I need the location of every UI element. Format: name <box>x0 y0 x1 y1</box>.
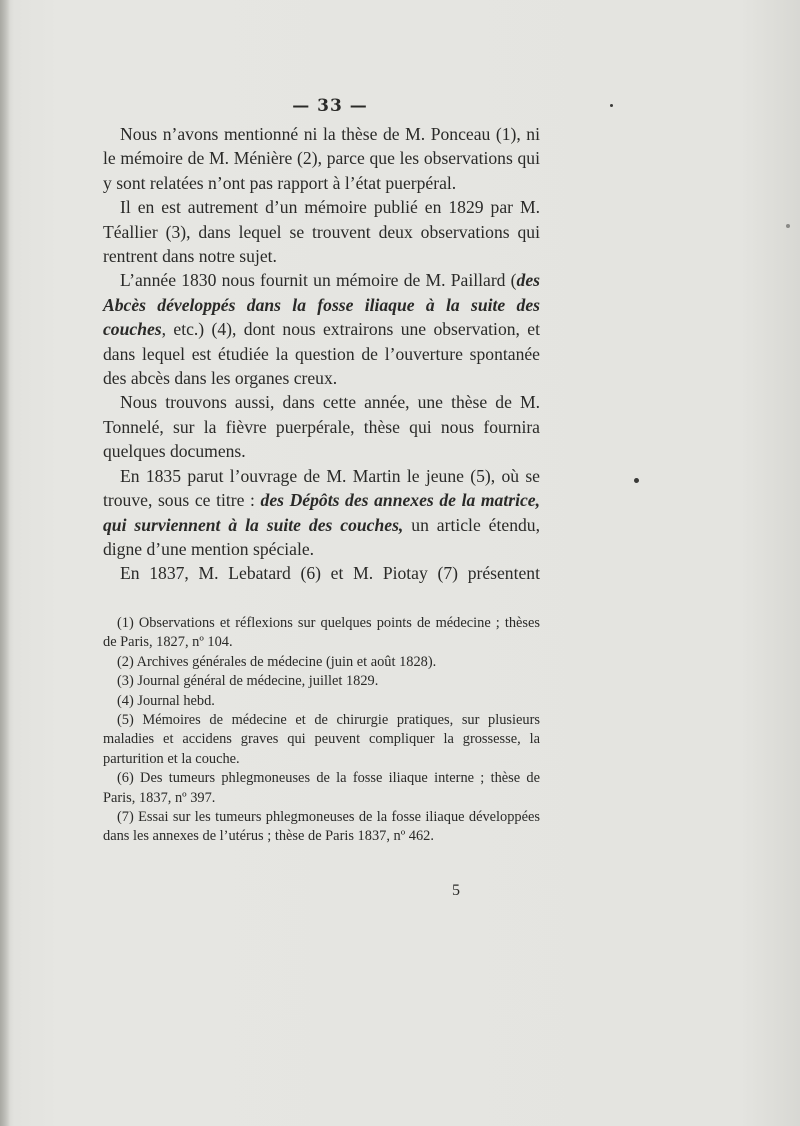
footnotes <box>103 614 540 847</box>
ink-speck <box>786 224 790 228</box>
page-number: — 33 — <box>292 96 368 116</box>
signature-mark: 5 <box>452 882 460 899</box>
paragraph-ponceau: Nous n’avons mentionné ni la thèse de M. Ponceau (1), ni le mémoire de M. Ménière (2), parce que les observations qui y sont relatées n’ont pas rapport à l’état puerpéral. <box>103 124 540 193</box>
spine-shadow <box>0 0 10 1126</box>
footnote-4: (4) Journal hebd. <box>117 692 215 709</box>
body-text <box>103 122 540 586</box>
paillard-title: des Abcès développés dans la fosse iliaque à la suite des couches <box>103 270 540 340</box>
footnote-5: (5) Mémoires de médecine et de chirurgie pratiques, sur plusieurs maladies et accidens graves qui peuvent compliquer la grossesse, la parturition et la couche. <box>103 712 540 767</box>
footnote-7: (7) Essai sur les tumeurs phlegmoneuses de la fosse iliaque développées dans les annexes de l’utérus ; thèse de Paris 1837, nº 462. <box>103 809 540 845</box>
footnote-3: (3) Journal général de médecine, juillet 1829. <box>117 673 379 690</box>
paragraph-tonnele: Nous trouvons aussi, dans cette année, une thèse de M. Tonnelé, sur la fièvre puerpérale, thèse qui nous fournira quelques documens. <box>103 392 540 462</box>
footnote-6: (6) Des tumeurs phlegmoneuses de la fosse iliaque interne ; thèse de Paris, 1837, nº 397. <box>103 770 540 806</box>
martin-title: des Dépôts des annexes de la matrice, qui surviennent à la suite des couches, <box>103 490 540 535</box>
paragraph-martin <box>103 464 540 562</box>
paragraph-paillard-after: , etc.) (4), dont nous extrairons une observation, et dans lequel est étudiée la question de l’ouverture spontanée des abcès dans les organes creux. <box>103 319 540 389</box>
paragraph-martin-before: En 1835 parut l’ouvrage de M. Martin le jeune (5), où se trouve, sous ce titre : <box>103 465 540 511</box>
paragraph-martin-after: un article étendu, digne d’une mention spéciale. <box>103 514 540 559</box>
ink-speck <box>634 478 639 483</box>
paragraph-teallier: Il en est autrement d’un mémoire publié en 1829 par M. Téallier (3), dans lequel se trouvent deux observations qui rentrent dans notre sujet. <box>103 197 540 267</box>
paragraph-paillard <box>103 268 540 390</box>
paragraph-paillard-before: L’année 1830 nous fournit un mémoire de M. Paillard ( <box>120 270 517 291</box>
footnote-2: (2) Archives générales de médecine (juin et août 1828). <box>117 653 437 670</box>
paragraph-lebatard: En 1837, M. Lebatard (6) et M. Piotay (7) présentent <box>120 563 540 584</box>
footnote-1: (1) Observations et réflexions sur quelques points de médecine ; thèses de Paris, 1827, nº 104. <box>103 615 540 651</box>
ink-speck <box>610 104 613 107</box>
